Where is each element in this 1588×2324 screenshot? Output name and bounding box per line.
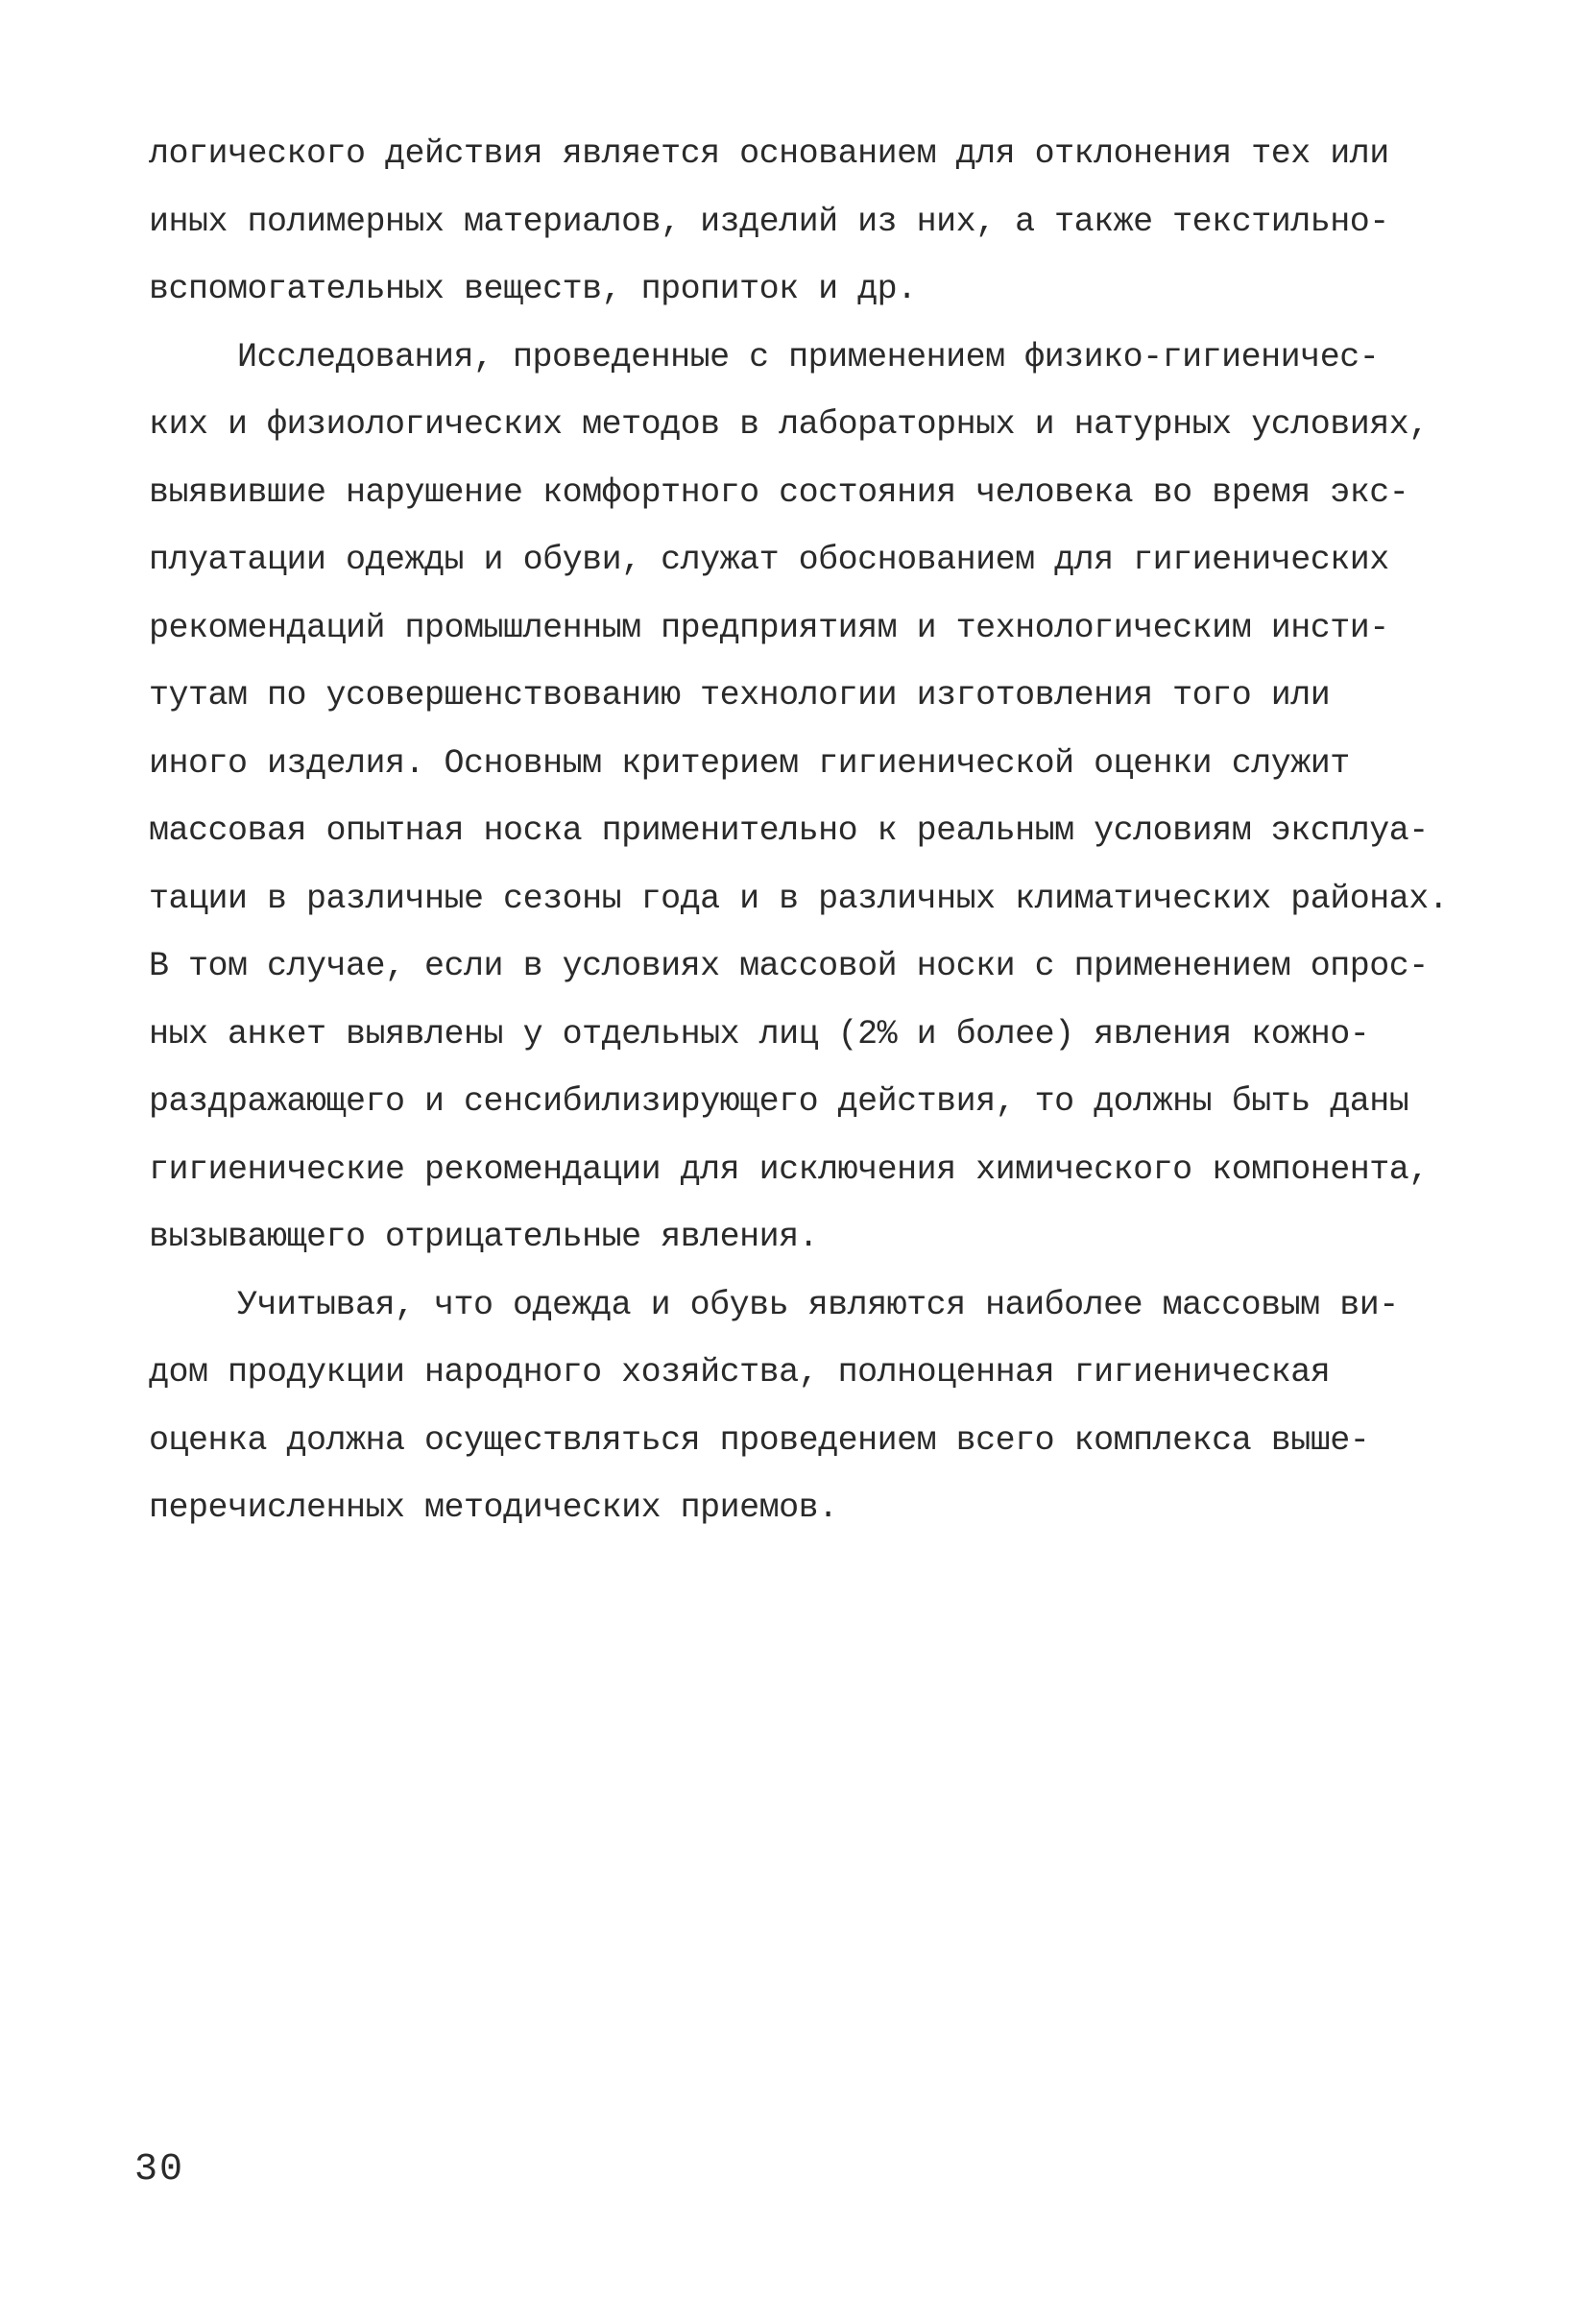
text-line: В том случае, если в условиях массовой носки с применением опрос- (149, 947, 1429, 985)
text-line: выявившие нарушение комфортного состояния человека во время экс- (149, 472, 1409, 512)
text-line: оценка должна осуществляться проведением всего комплекса выше- (149, 1420, 1370, 1460)
text-line: гигиенические рекомендации для исключения химического компонента, (149, 1150, 1429, 1189)
text-line: рекомендаций промышленным предприятиям и технологическим инсти- (149, 608, 1389, 647)
text-line: ных анкет выявлены у отдельных лиц (2% и более) явления кожно- (149, 1014, 1370, 1053)
paragraph-2 (149, 324, 1474, 1271)
text-line: тации в различные сезоны года и в различных климатических районах. (149, 879, 1449, 918)
text-line: Исследования, проведенные с применением физико-гигиеничес- (237, 337, 1380, 376)
text-line: Учитывая, что одежда и обувь являются наиболее массовым ви- (237, 1285, 1399, 1324)
text-line: ких и физиологических методов в лабораторных и натурных условиях, (149, 405, 1429, 444)
text-line: вспомогательных веществ, пропиток и др. (149, 270, 917, 308)
text-line: иных полимерных материалов, изделий из них, а также текстильно- (149, 202, 1389, 241)
text-line: вызывающего отрицательные явления. (149, 1218, 819, 1256)
paragraph-1 (149, 120, 1474, 324)
body-text (149, 120, 1474, 1542)
paragraph-3 (149, 1271, 1474, 1542)
text-line: тутам по усовершенствованию технологии изготовления того или (149, 676, 1331, 714)
text-line: логического действия является основанием для отклонения тех или (149, 134, 1389, 173)
text-line: раздражающего и сенсибилизирующего действия, то должны быть даны (149, 1082, 1409, 1121)
text-line: массовая опытная носка применительно к реальным условиям эксплуа- (149, 811, 1429, 850)
text-line: дом продукции народного хозяйства, полноценная гигиеническая (149, 1353, 1331, 1392)
text-line: иного изделия. Основным критерием гигиенической оценки служит (149, 743, 1350, 783)
text-line: плуатации одежды и обуви, служат обоснованием для гигиенических (149, 541, 1389, 579)
page-number: 30 (134, 2148, 185, 2191)
text-line: перечисленных методических приемов. (149, 1489, 838, 1527)
